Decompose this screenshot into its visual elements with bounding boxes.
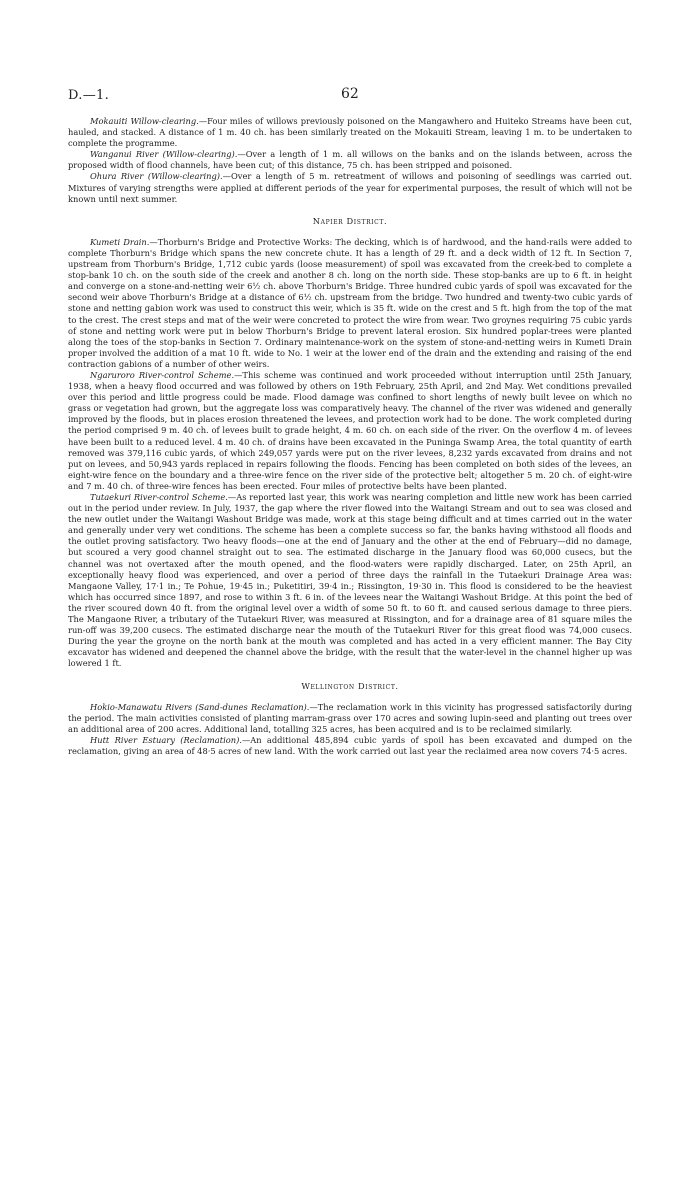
paragraph-text: —Thorburn's Bridge and Protective Works: The decking, which is of hardwood, and the hand-rails were added to complete Thorburn's Bridge which spans the new concrete chute. It has a length of 29 ft. and a deck width of 12 ft. In Section 7, upstream from Thorburn's Bridge, 1,712 cubic yards (loose measurement) of spoil was excavated from the creek-bed to complete a stop-bank 10 ch. on the south side of the creek and another 8 ch. long on the north side. These stop-banks are up to 6 ft. in height and converge on a stone-and-netting weir 6½ ch. above Thorburn's Bridge. Three hundred cubic yards of spoil was excavated for the second weir above Thorburn's Bridge at a distance of 6½ ch. upstream from the bridge. Two hundred and twenty-two cubic yards of stone and netting gabion work was used to construct this weir, which is 35 ft. wide on the crest and 5 ft. high from the top of the mat to the crest. The crest steps and mat of the weir were concreted to protect the wire from wear. Two groynes requiring 75 cubic yards of stone and netting work were put in below Thorburn's Bridge to prevent lateral erosion. Six hundred poplar-trees were planted along the toes of the stop-banks in Section 7. Ordinary maintenance-work on the system of stone-and-netting weirs in Kumeti Drain proper involved the addition of a mat 10 ft. wide to No. 1 weir at the lower end of the drain and the extending and raising of the end contraction gabions of a number of other weirs.: [68, 236, 632, 369]
paragraph-lead: Wanganui River (Willow-clearing).: [90, 149, 238, 160]
body-text: [68, 116, 632, 757]
paragraph: [68, 370, 632, 492]
paragraph: [68, 237, 632, 370]
paragraph: [68, 171, 632, 204]
document-reference: D.—1.: [68, 88, 109, 103]
paragraph: [68, 702, 632, 735]
paragraph-lead: Tutaekuri River-control Scheme.: [90, 492, 228, 502]
paragraph: [68, 149, 632, 171]
page-number: 62: [341, 86, 359, 102]
paragraph-lead: Mokauiti Willow-clearing.: [90, 116, 199, 126]
section-heading: Wellington District.: [301, 680, 399, 691]
section-heading: Napier District.: [312, 215, 388, 226]
paragraph-text: —As reported last year, this work was nearing completion and little new work has been carried out in the period under review. In July, 1937, the gap where the river flowed into the Waitangi Stream and out to sea was closed and the new outlet under the Waitangi Washout Bridge was made, work at this stage being difficult and at times carried out in the water and generally under very wet conditions. The scheme has been a complete success so far, the banks having withstood all floods and the outlet proving satisfactory. Two heavy floods—one at the end of January and the other at the end of February—did no damage, but scoured a very good channel straight out to sea. The estimated discharge in the January flood was 60,000 cusecs, but the channel was not overtaxed after the mouth opened, and the flood-waters were rapidly discharged. Later, on 25th April, an exceptionally heavy flood was experienced, and over a period of three days the rainfall in the Tutaekuri Drainage Area was: Mangaone Valley, 17·1 in.; Te Pohue, 19·45 in.; Puketitiri, 39·4 in.; Rissington, 19·30 in. This flood is considered to be the heaviest which has occurred since 1897, and rose to within 3 ft. 6 in. of the levees near the Waitangi Washout Bridge. At this point the bed of the river scoured down 40 ft. from the original level over a width of some 50 ft. to 60 ft. and caused serious damage to three piers. The Mangaone River, a tributary of the Tutaekuri River, was measured at Rissington, and for a drainage area of 81 square miles the run-off was 39,200 cusecs. The estimated discharge near the mouth of the Tutaekuri River for this great flood was 74,000 cusecs. During the year the groyne on the north bank at the mouth was completed and has acted in a very efficient manner. The Bay City excavator has widened and deepened the channel above the bridge, with the result that the water-level in the channel higher up was lowered 1 ft.: [68, 492, 632, 669]
paragraph-lead: Hokio-Manawatu Rivers (Sand-dunes Reclamation).: [90, 701, 310, 712]
paragraph: [68, 492, 632, 670]
paragraph-text: —Over a length of 1 m. all willows on the banks and on the islands between, across the proposed width of flood channels, have been cut; of this distance, 75 ch. has been stripped and poisoned.: [68, 149, 632, 171]
paragraph-text: —Over a length of 5 m. retreatment of willows and poisoning of seedlings was carried out. Mixtures of varying strengths were applied at different periods of the year for experimental purposes, the result of which will not be known until next summer.: [68, 171, 632, 204]
paragraph-text: —This scheme was continued and work proceeded without interruption until 25th January, 1938, when a heavy flood occurred and was followed by others on 19th February, 25th April, and 2nd May. Wet conditions prevailed over this period and little progress could be made. Flood damage was confined to short lengths of newly built levee on which no grass or vegetation had grown, but the aggregate loss was comparatively heavy. The channel of the river was widened and generally improved by the floods, but in places erosion threatened the levees, and protection work had to be done. The work completed during the period comprised 9 m. 40 ch. of levees built to grade height, 4 m. 60 ch. on each side of the river. On the overflow 4 m. of levees have been built to a reduced level. 4 m. 40 ch. of drains have been excavated in the Puninga Swamp Area, the total quantity of earth removed was 379,116 cubic yards, of which 249,057 yards were put on the river levees, 8,232 yards excavated from drains and not put on levees, and 50,943 yards replaced in repairs following the floods. Fencing has been completed on both sides of the levees, an eight-wire fence on the boundary and a three-wire fence on the river side of the protective belt; altogether 5 m. 20 ch. of eight-wire and 7 m. 40 ch. of three-wire fences has been erected. Four miles of protective belts have been planted.: [68, 369, 632, 491]
paragraph-lead: Kumeti Drain.: [90, 236, 150, 247]
paragraph-text: —Four miles of willows previously poisoned on the Mangawhero and Huiteko Streams have been cut, hauled, and stacked. A distance of 1 m. 40 ch. has been similarly treated on the Mokauiti Stream, leaving 1 m. to be undertaken to complete the programme.: [68, 116, 633, 149]
paragraph-lead: Ngaruroro River-control Scheme.: [90, 369, 235, 380]
paragraph: [68, 116, 632, 149]
paragraph-lead: Ohura River (Willow-clearing).: [90, 171, 223, 182]
paragraph-text: —The reclamation work in this vicinity has progressed satisfactorily during the period. The main activities consisted of planting marram-grass over 170 acres and sowing lupin-seed and planting out trees over an additional area of 200 acres. Additional land, totalling 325 acres, has been acquired and is to be reclaimed similarly.: [68, 701, 633, 734]
paragraph-text: —An additional 485,894 cubic yards of spoil has been excavated and dumped on the reclamation, giving an area of 48·5 acres of new land. With the work carried out last year the reclaimed area now covers 74·5 acres.: [68, 734, 633, 756]
paragraph-lead: Hutt River Estuary (Reclamation).: [90, 734, 242, 745]
paragraph: [68, 735, 632, 757]
